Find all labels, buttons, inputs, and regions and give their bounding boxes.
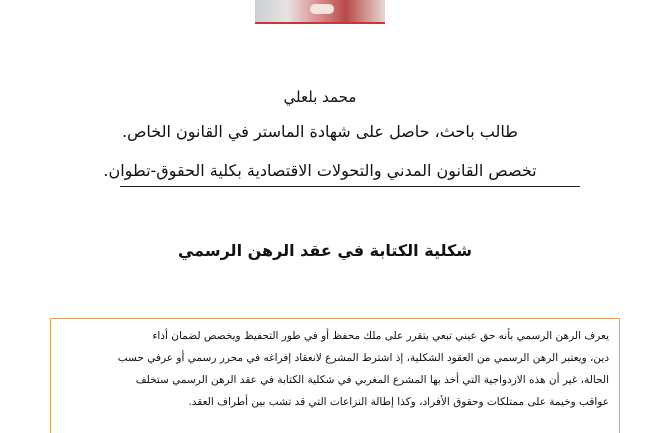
abstract-text (61, 325, 609, 413)
author-credentials: طالب باحث، حاصل على شهادة الماستر في القانون الخاص. (122, 122, 518, 141)
abstract-box (50, 318, 620, 433)
abstract-line: يعرف الرهن الرسمي بأنه حق عيني تبعي يتقرر على ملك محفظ أو في طور التحفيظ ويخصص لضمان أداء (152, 330, 609, 342)
abstract-line: دين، ويعتبر الرهن الرسمي من العقود الشكلية، إذ اشترط المشرع لانعقاد إفراغه في محرر رسمي أو عرفي حسب (117, 352, 609, 364)
abstract-line: الحالة، غير أن هذه الازدواجية التي أخذ بها المشرع المغربي في شكلية الكتابة في عقد الرهن الرسمي ستخلف (135, 374, 609, 386)
author-name: محمد بلعلي (283, 88, 357, 106)
author-specialization: تخصص القانون المدني والتحولات الاقتصادية بكلية الحقوق-تطوان. (103, 161, 537, 180)
article-title: شكلية الكتابة في عقد الرهن الرسمي (177, 241, 473, 260)
header-photo (255, 0, 385, 24)
divider-line (120, 186, 580, 187)
abstract-line: عواقب وخيمة على ممتلكات وحقوق الأفراد، وكذا إطالة النزاعات التي قد تشب بين أطراف العقد. (188, 396, 609, 408)
